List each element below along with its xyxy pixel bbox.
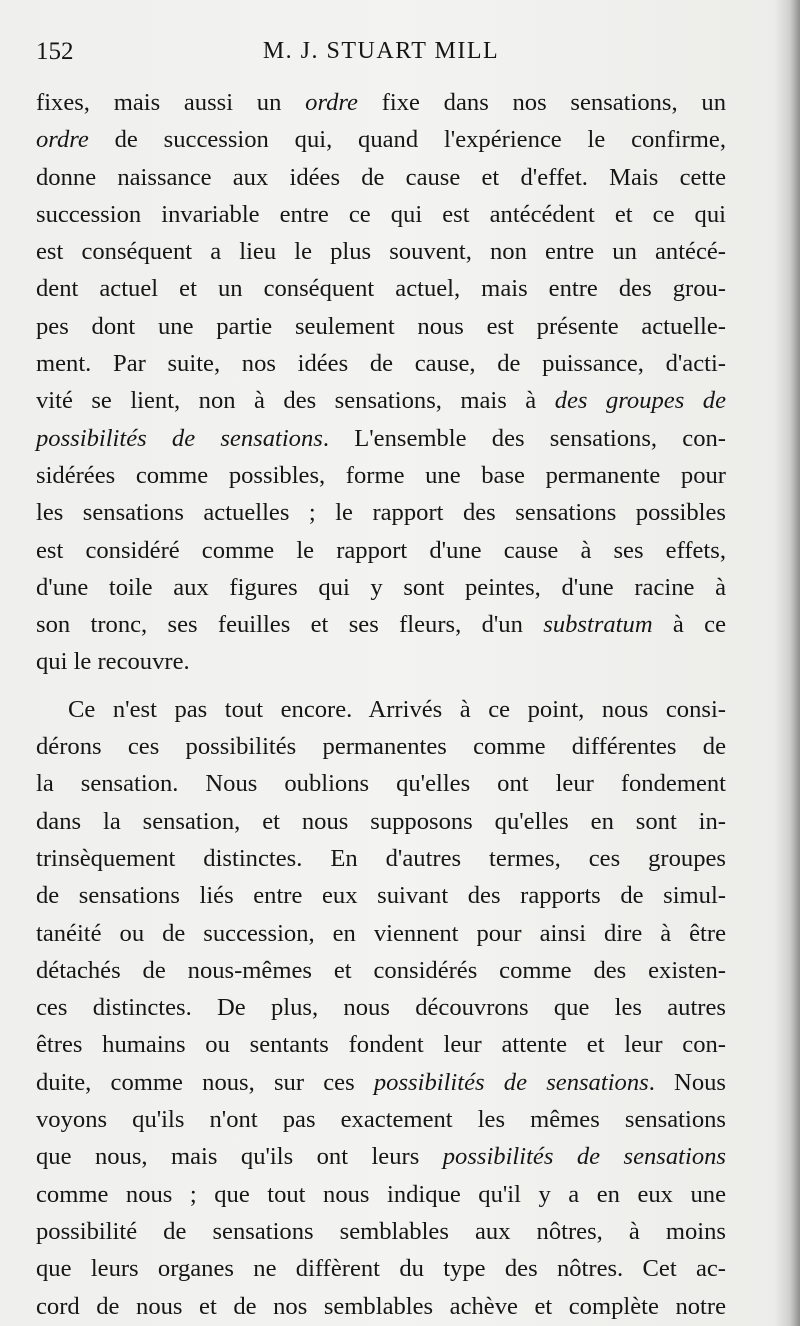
text-line: sidérées comme possibles, forme une base permanente pour bbox=[36, 461, 726, 489]
body-text bbox=[36, 84, 726, 1325]
text-line: est conséquent a lieu le plus souvent, non entre un antécé- bbox=[36, 238, 726, 266]
text-line: donne naissance aux idées de cause et d'effet. Mais cette bbox=[36, 163, 726, 191]
text-line: trinsèquement distinctes. En d'autres termes, ces groupes bbox=[36, 844, 726, 872]
emphasis-text: des groupes de bbox=[554, 387, 726, 415]
paragraph bbox=[36, 691, 726, 1325]
text-line: les sensations actuelles ; le rapport des sensations possibles bbox=[36, 499, 726, 527]
text-line: dent actuel et un conséquent actuel, mais entre des grou- bbox=[36, 275, 726, 303]
text-line: cord de nous et de nos semblables achève et complète notre bbox=[36, 1292, 726, 1320]
paragraph bbox=[36, 84, 726, 681]
text-line: possibilités de sensations. L'ensemble des sensations, con- bbox=[36, 424, 726, 452]
text-line: est considéré comme le rapport d'une cause à ses effets, bbox=[36, 536, 726, 564]
text-line: qui le recouvre. bbox=[36, 648, 190, 676]
text-line: de sensations liés entre eux suivant des rapports de simul- bbox=[36, 882, 726, 910]
text-line: que nous, mais qu'ils ont leurs possibilités de sensations bbox=[36, 1143, 726, 1171]
text-line: duite, comme nous, sur ces possibilités de sensations. Nous bbox=[36, 1068, 726, 1096]
page-number: 152 bbox=[36, 38, 74, 65]
page-header bbox=[36, 36, 726, 76]
text-line: son tronc, ses feuilles et ses fleurs, d'un substratum à ce bbox=[36, 611, 726, 639]
text-line: détachés de nous-mêmes et considérés comme des existen- bbox=[36, 956, 726, 984]
text-line: ces distinctes. De plus, nous découvrons que les autres bbox=[36, 994, 726, 1022]
emphasis-text: ordre bbox=[36, 126, 89, 154]
text-line: ment. Par suite, nos idées de cause, de puissance, d'acti- bbox=[36, 350, 726, 378]
text-line: que leurs organes ne diffèrent du type des nôtres. Cet ac- bbox=[36, 1255, 726, 1283]
emphasis-text: possibilités de sensations bbox=[36, 424, 323, 452]
emphasis-text: ordre bbox=[305, 89, 358, 116]
text-line: succession invariable entre ce qui est antécédent et ce qui bbox=[36, 200, 726, 228]
text-line: possibilité de sensations semblables aux nôtres, à moins bbox=[36, 1217, 726, 1245]
page-binding-shadow bbox=[774, 0, 800, 1326]
emphasis-text: possibilités de sensations bbox=[442, 1143, 726, 1171]
text-line: tanéité ou de succession, en viennent pour ainsi dire à être bbox=[36, 919, 726, 947]
running-title: M. J. STUART MILL bbox=[262, 38, 500, 64]
text-line: vité se lient, non à des sensations, mais à des groupes de bbox=[36, 387, 726, 415]
text-line: la sensation. Nous oublions qu'elles ont leur fondement bbox=[36, 770, 726, 798]
text-line: Ce n'est pas tout encore. Arrivés à ce point, nous consi- bbox=[68, 695, 726, 723]
text-line: voyons qu'ils n'ont pas exactement les mêmes sensations bbox=[36, 1106, 726, 1134]
text-line: d'une toile aux figures qui y sont peintes, d'une racine à bbox=[36, 573, 726, 601]
text-line: comme nous ; que tout nous indique qu'il y a en eux une bbox=[36, 1180, 726, 1208]
text-line: dans la sensation, et nous supposons qu'elles en sont in- bbox=[36, 807, 726, 835]
emphasis-text: possibilités de sensations bbox=[373, 1068, 649, 1096]
text-line: fixes, mais aussi un ordre fixe dans nos sensations, un bbox=[36, 89, 726, 116]
text-line: ordre de succession qui, quand l'expérience le confirme, bbox=[36, 126, 726, 154]
text-line: dérons ces possibilités permanentes comme différentes de bbox=[36, 733, 726, 761]
emphasis-text: substratum bbox=[543, 611, 653, 639]
text-line: êtres humains ou sentants fondent leur attente et leur con- bbox=[36, 1031, 726, 1059]
text-line: pes dont une partie seulement nous est présente actuelle- bbox=[36, 312, 726, 340]
